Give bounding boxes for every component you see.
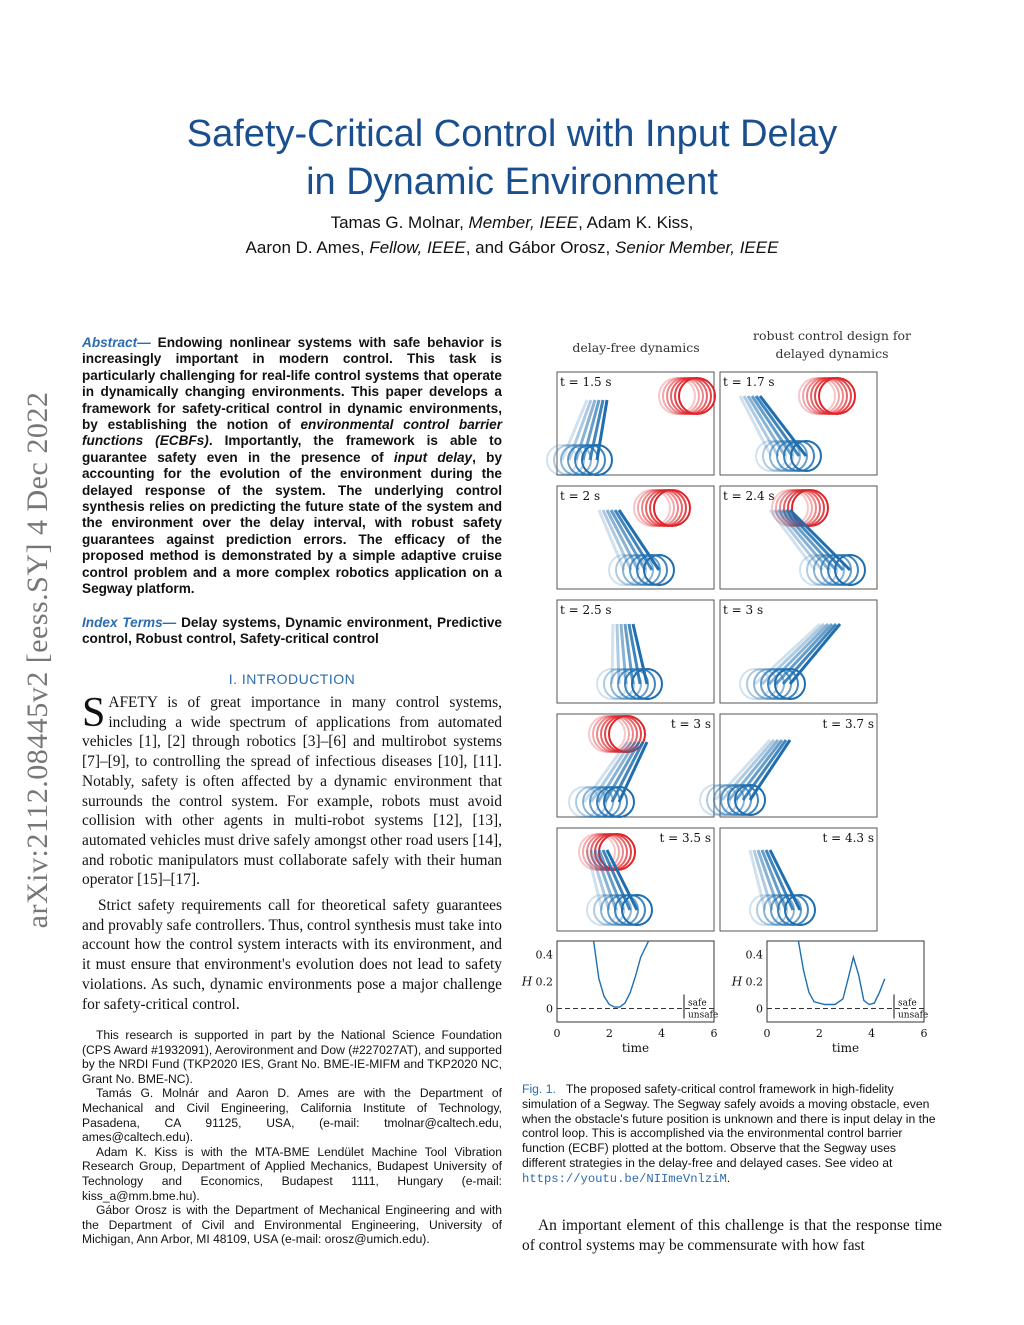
x-tick-label: 0 — [553, 1027, 561, 1040]
index-terms-label: Index Terms— — [82, 615, 177, 630]
caption-label: Fig. 1. — [522, 1082, 556, 1096]
y-tick-label: 0.2 — [745, 975, 763, 989]
title-line-1: Safety-Critical Control with Input Delay — [186, 113, 838, 155]
time-label: t = 3.5 s — [659, 831, 711, 845]
sim-panel-left-2 — [557, 600, 714, 703]
sim-panel-right-2 — [720, 600, 877, 703]
author-list: Tamas G. Molnar, Member, IEEE, Adam K. Kiss, Aaron D. Ames, Fellow, IEEE, and Gábor Orosz, Senior Member, IEEE — [245, 213, 779, 257]
time-label: t = 3 s — [670, 717, 711, 731]
x-tick-label: 6 — [920, 1027, 928, 1040]
safe-label: safe — [688, 998, 707, 1009]
time-label: t = 2.5 s — [560, 603, 612, 617]
x-tick-label: 2 — [815, 1027, 823, 1040]
col-left-title: delay-free dynamics — [572, 340, 700, 355]
abstract-label: Abstract— — [82, 335, 151, 350]
sim-panel-left-4 — [557, 828, 714, 931]
sim-panel-right-1 — [720, 486, 877, 589]
x-tick-label: 0 — [763, 1027, 771, 1040]
x-axis-label: time — [621, 1041, 650, 1055]
y-axis-label: H — [521, 974, 533, 989]
segway-body — [617, 624, 619, 684]
x-tick-label: 4 — [658, 1027, 666, 1040]
section-heading: I. INTRODUCTION — [228, 671, 356, 687]
col-right-title-2: delayed dynamics — [775, 346, 889, 361]
x-axis-label: time — [831, 1041, 860, 1055]
time-label: t = 3 s — [723, 603, 764, 617]
y-tick-label: 0.2 — [535, 975, 553, 989]
right-column-paragraph: An important element of this challenge is that the response time of control systems may be commensurate with how fast — [522, 1217, 942, 1254]
sim-panel-left-0 — [547, 372, 715, 475]
footnotes — [82, 1028, 502, 1247]
footnote: Gábor Orosz is with the Department of Mechanical Engineering and with the Department of Civil and Environmental Engineering, University of Michigan, Ann Arbor, MI 48109, USA (e-mail: orosz@umich.edu). — [82, 1203, 502, 1247]
paper-title — [0, 110, 1024, 206]
y-tick-label: 0 — [756, 1002, 763, 1016]
abstract: Abstract— Endowing nonlinear systems with safe behavior is increasingly important in modern control. This task is particularly challenging for real-life control systems that operate in dynamically changing environments. This paper develops a framework for safety-critical control in dynamic environments, by establishing the notion of environmental control barrier functions (ECBFs). Importantly, the framework is able to guarantee safety even in the presence of input delay, by accounting for the evolution of the environment during the delayed response of the system. The underlying control synthesis relies on predicting the future state of the system and the environment over the delay interval, with robust safety guarantees against prediction errors. The efficacy of the proposed method is demonstrated by a simple adaptive cruise control problem and a more complex robotics application on a Segway platform. — [82, 335, 503, 597]
time-label: t = 4.3 s — [822, 831, 874, 845]
time-label: t = 2 s — [560, 489, 601, 503]
h-series-line — [594, 941, 649, 1007]
sim-panel-right-3 — [700, 714, 877, 817]
footnote: This research is supported in part by the National Science Foundation (CPS Award #1932091), Aerovironment and Dow (#227027AT), and supported by the NRDI Fund (TKP2020 IES, Grant No. BME-IE-MIFM and TKP2020 NC, Grant No. BME-NC). — [82, 1028, 502, 1086]
video-link[interactable]: https://youtu.be/NIImeVnlziM — [522, 1171, 727, 1186]
y-tick-label: 0.4 — [745, 948, 763, 962]
x-tick-label: 2 — [605, 1027, 613, 1040]
safe-label: safe — [898, 998, 917, 1009]
sim-panel-right-4 — [720, 828, 877, 931]
y-tick-label: 0 — [546, 1002, 553, 1016]
unsafe-label: unsafe — [898, 1010, 929, 1021]
title-line-2: in Dynamic Environment — [306, 161, 718, 203]
y-axis-label: H — [731, 974, 743, 989]
index-terms: Index Terms— Delay systems, Dynamic environment, Predictive control, Robust control, Safety-critical control — [82, 615, 502, 647]
col-right-title-1: robust control design for — [752, 328, 912, 343]
unsafe-label: unsafe — [688, 1010, 719, 1021]
sim-panel-left-1 — [557, 486, 714, 589]
ecbf-plot-left — [521, 941, 718, 1055]
time-label: t = 1.5 s — [560, 375, 612, 389]
time-label: t = 3.7 s — [822, 717, 874, 731]
figure-1 — [520, 325, 940, 1075]
intro-paragraph-1: SAFETY is of great importance in many control systems, including a wide spectrum of applications from automated vehicles [1], [2] through robotics [3]–[6] and multirobot systems [7]–[9], to controlling the spread of infectious diseases [10], [11]. Notably, safety is often affected by a dynamic environment that surrounds the control system. For example, robots must avoid collision with other agents in multi-robot systems [12], [13], automated vehicles must drive safely amongst other road users [14], and robotic manipulators must collaborate safely with their human operator [15]–[17]. — [82, 690, 502, 889]
footnote: Tamás G. Molnár and Aaron D. Ames are with the Department of Mechanical and Civil Engineering, California Institute of Technology, Pasadena, CA 91125, USA, (e-mail: tmolnar@caltech.edu, ames@caltech.edu). — [82, 1086, 502, 1145]
sim-panel-right-0 — [720, 372, 877, 475]
h-series-line — [798, 941, 884, 1005]
intro-paragraph-2: Strict safety requirements call for theoretical safety guarantees and provably safe controllers. Thus, control synthesis must take into account how the control system interacts with its environment, and it must ensure that environment's evolution does not lead to safety violations. As such, dynamic environments pose a major challenge for safety-critical control. — [82, 897, 502, 1013]
arxiv-side-label: arXiv:2112.08445v2 [eess.SY] 4 Dec 2022 — [21, 391, 54, 929]
y-tick-label: 0.4 — [535, 948, 553, 962]
x-tick-label: 4 — [868, 1027, 876, 1040]
figure-caption: Fig. 1. The proposed safety-critical control framework in high-fidelity simulation of a Segway. The Segway safely avoids a moving obstacle, even when the obstacle's future position is unknown and there is input delay in the control loop. This is accomplished via the environmental control barrier function (ECBF) plotted at the bottom. Observe that the Segway uses different strategies in the delay-free and delayed cases. See video at https://youtu.be/NIImeVnlziM. — [522, 1082, 936, 1186]
time-label: t = 2.4 s — [723, 489, 775, 503]
x-tick-label: 6 — [710, 1027, 718, 1040]
sim-panel-left-3 — [557, 714, 714, 817]
drop-cap: S — [82, 690, 106, 736]
footnote: Adam K. Kiss is with the MTA-BME Lendület Machine Tool Vibration Research Group, Department of Applied Mechanics, Budapest University of Technology and Economics, Budapest 1111, Hungary (e-mail: kiss_a@mm.bme.hu). — [82, 1144, 502, 1203]
ecbf-plot-right — [731, 941, 928, 1055]
time-label: t = 1.7 s — [723, 375, 775, 389]
